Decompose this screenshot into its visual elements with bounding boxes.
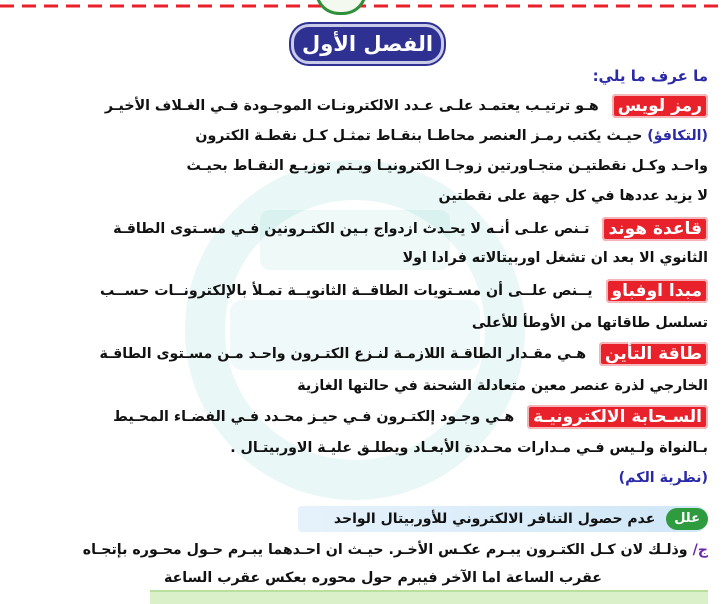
term-label: السـحابة الالكترونيـة [527, 405, 708, 429]
definition-line: الخارجي لذرة عنصر معين متعادلة الشحنة في حالتها الغازية [297, 378, 708, 394]
definition-text: تـنص علـى أنـه لا يحـدث ازدواج بـين الكتـرونين فـي مسـتوى الطاقـة [113, 221, 590, 237]
term-label: رمز لويس [612, 94, 708, 118]
answer-line: عقرب الساعة اما الآخر فيبرم حول محوره بعكس عقرب الساعة [164, 570, 602, 586]
question-bar [298, 506, 708, 532]
question-text: عدم حصول التنافر الالكتروني للأوربيتال الواحد [333, 511, 656, 527]
intro-heading: ما عرف ما يلي: [592, 67, 708, 85]
answer-line [14, 540, 708, 560]
definition-row [14, 217, 708, 241]
definition-row [14, 342, 708, 366]
chapter-title: الفصل الأول [291, 24, 444, 64]
definition-text: هـي مقـدار الطاقـة اللازمـة لنـزع الكتـرون واحـد مـن مسـتوى الطاقـة [99, 346, 587, 362]
definition-line: بـالنواة ولـيس فـي مـدارات محـددة الأبعـاد ويطلـق عليـة الاوربيتـال . [230, 440, 708, 456]
definition-row [14, 405, 708, 429]
definition-text: هـي وجـود إلكتـرون فـي حيـز محـدد فـي الفضـاء المحـيط [113, 409, 515, 425]
theory-note: (نظرية الكم) [618, 470, 708, 486]
term-label: قاعدة هوند [602, 217, 708, 241]
definition-text: يــنص علــى أن مسـتويات الطاقــة الثانويــة تمـلأ بالإلكترونــات حســب [99, 283, 593, 299]
definition-text: حيـث يكتب رمـز العنصر محاطـا بنقـاط تمثـل كـل نقطـة الكترون [195, 128, 643, 144]
question-badge: علل [666, 508, 708, 530]
highlight-text: (التكافؤ) [647, 128, 708, 144]
definition-line: الثانوي الا بعد ان تشغل اوربيتالاته فرادا اولا [402, 250, 708, 266]
term-label: مبدا اوفباو [606, 279, 708, 303]
term-label: طاقة التأين [599, 342, 708, 366]
definition-line: واحـد وكـل نقطتيـن متجـاورتين زوجـا الكترونيـا ويـتم توزيـع النقـاط بحيـث [186, 158, 708, 174]
definition-line [14, 126, 708, 146]
answer-text: وذلـك لان كـل الكتـرون يبـرم عكـس الأخـر. حيـث ان احـدهما يبـرم حـول محـوره بإتجـاه [82, 542, 688, 558]
definition-line: تسلسل طاقاتها من الأوطأ للأعلى [471, 315, 708, 331]
definition-line: لا يزيد عددها في كل جهة على نقطتين [438, 188, 708, 204]
definition-text: هـو ترتيـب يعتمـد علـى عـدد الالكترونـات الموجـودة فـي الغـلاف الأخيـر [104, 98, 599, 114]
definition-row [14, 279, 708, 303]
bottom-strip-decoration [150, 590, 708, 604]
answer-prefix: ج/ [692, 542, 708, 558]
definition-row [14, 94, 708, 118]
